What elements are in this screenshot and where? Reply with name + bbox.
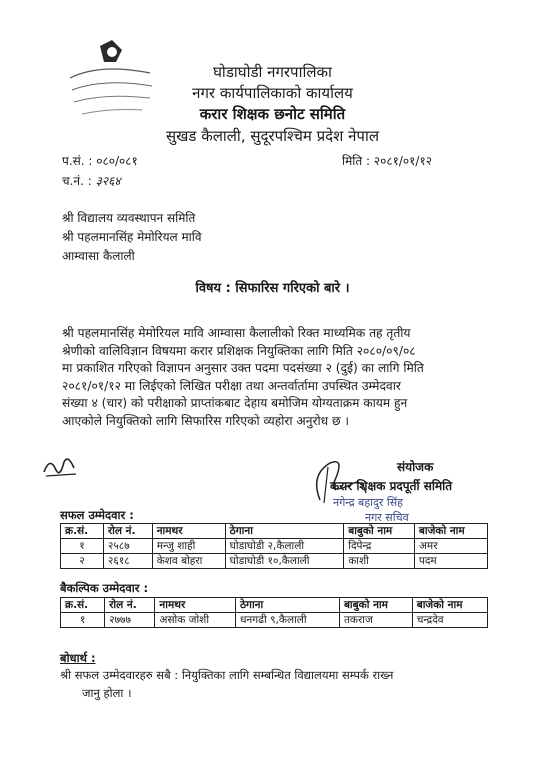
notice-line-2: जानु होला । [82,686,132,700]
table-row [61,554,488,569]
alternative-heading: बैकल्पिक उम्मेदवार : [60,581,149,595]
table-cell: १ [61,539,104,554]
table-cell: काशी [344,554,415,569]
table-cell: २ [61,554,104,569]
table-row [61,539,488,554]
alternative-table [60,597,488,628]
notice-heading: बोधार्थ : [60,651,96,665]
table-cell: घोडाघोडी १०,कैलाली [225,554,344,569]
successful-heading: सफल उम्मेदवार : [60,508,134,522]
patra-sankhya [62,152,138,169]
table-cell: तकराज [339,613,412,628]
signature-committee: करार शिक्षक प्रदपूर्ती समिति [330,479,453,493]
table-header: बाजेको नाम [412,598,487,613]
table-cell: असोक जोशी [155,613,236,628]
notice-line-1: श्री सफल उम्मेदवारहरु सबै : नियुक्तिका लागि सम्बन्धित विद्यालयमा सम्पर्क राख्न [60,668,394,682]
table-cell: पदम [414,554,487,569]
signature-title: संयोजक [397,460,434,474]
table-header: ठेगाना [225,524,344,539]
body-line-6: आएकोले नियुक्तिको लागि सिफारिस गरिएको व्यहोरा अनुरोध छ । [62,413,350,428]
stamp-role: नगर सचिव [365,511,409,524]
stamp-name: नगेन्द्र बहादुर सिंह [333,496,403,509]
table-cell: २५८७ [103,539,152,554]
table-header-row [61,598,488,613]
body-line-3: मा प्रकाशित गरिएको विज्ञापन अनुसार उक्त पदमा पदसंख्या २ (दुई) का लागि मिति [62,361,424,375]
table-cell: २७७७ [105,613,155,628]
table-header: बाबुको नाम [339,598,412,613]
recipient-line-1: श्री विद्यालय व्यवस्थापन समिति [62,211,196,225]
successful-table [60,523,488,569]
subject-line: विषय : सिफारिस गरिएको बारे । [195,281,350,296]
table-header: बाबुको नाम [344,524,415,539]
table-cell: दिपेन्द्र [344,539,415,554]
table-header: रोल नं. [105,598,155,613]
date-value: २०८१/०१/१२ [373,154,432,168]
table-header-row [61,524,488,539]
table-cell: केशव बोहरा [152,554,225,569]
chalani-value: ३२६४ [95,174,121,188]
handwritten-initial-icon [40,452,80,482]
patra-value: ०८०/०८१ [96,154,138,168]
table-cell: धनगढी ९,कैलाली [235,613,339,628]
chalani-number [62,172,121,189]
table-header: ठेगाना [235,598,339,613]
left-initial-signature [40,452,80,482]
body-line-5: संख्या ४ (चार) को परीक्षाको प्राप्तांकबाट देहाय बमोजिम योग्यताक्रम कायम हुन [62,396,408,410]
table-header: क्र.सं. [61,598,105,613]
body-line-1: श्री पहलमानसिंह मेमोरियल मावि आम्वासा कैलालीको रिक्त माध्यमिक तह तृतीय [62,326,411,340]
office-name: नगर कार्यपालिकाको कार्यालय [192,84,353,102]
table-header: रोल नं. [103,524,152,539]
chalani-label: च.नं. : [62,174,92,188]
body-line-4: २०८१/०१/१२ मा लिईएको लिखित परीक्षा तथा अन्तर्वार्तामा उपस्थित उम्मेदवार [62,378,401,393]
letter-body [62,325,487,430]
letter-date [342,152,432,169]
table-row [61,613,488,628]
table-header: बाजेको नाम [414,524,487,539]
table-cell: मन्जु शाही [152,539,225,554]
table-cell: अमर [414,539,487,554]
table-cell: चन्द्रदेव [412,613,487,628]
patra-label: प.सं. : [62,154,93,168]
date-label: मिति : [342,154,371,168]
table-cell: १ [61,613,105,628]
recipient-line-3: आम्वासा कैलाली [62,249,135,263]
table-header: नामथर [155,598,236,613]
table-header: नामथर [152,524,225,539]
table-header: क्र.सं. [61,524,104,539]
table-cell: २६१८ [103,554,152,569]
body-line-2: श्रेणीको वालिविज्ञान विषयमा करार प्रशिक्षक नियुक्तिका लागि मिति २०८०/०९/०८ [62,343,416,358]
recipient-line-2: श्री पहलमानसिंह मेमोरियल मावि [62,230,202,244]
municipality-name: घोडाघोडी नगरपालिका [213,63,332,81]
office-address: सुखड कैलाली, सुदूरपश्चिम प्रदेश नेपाल [165,127,380,145]
committee-name: करार शिक्षक छनोट समिति [199,105,346,123]
table-cell: घोडाघोडी २,कैलाली [225,539,344,554]
